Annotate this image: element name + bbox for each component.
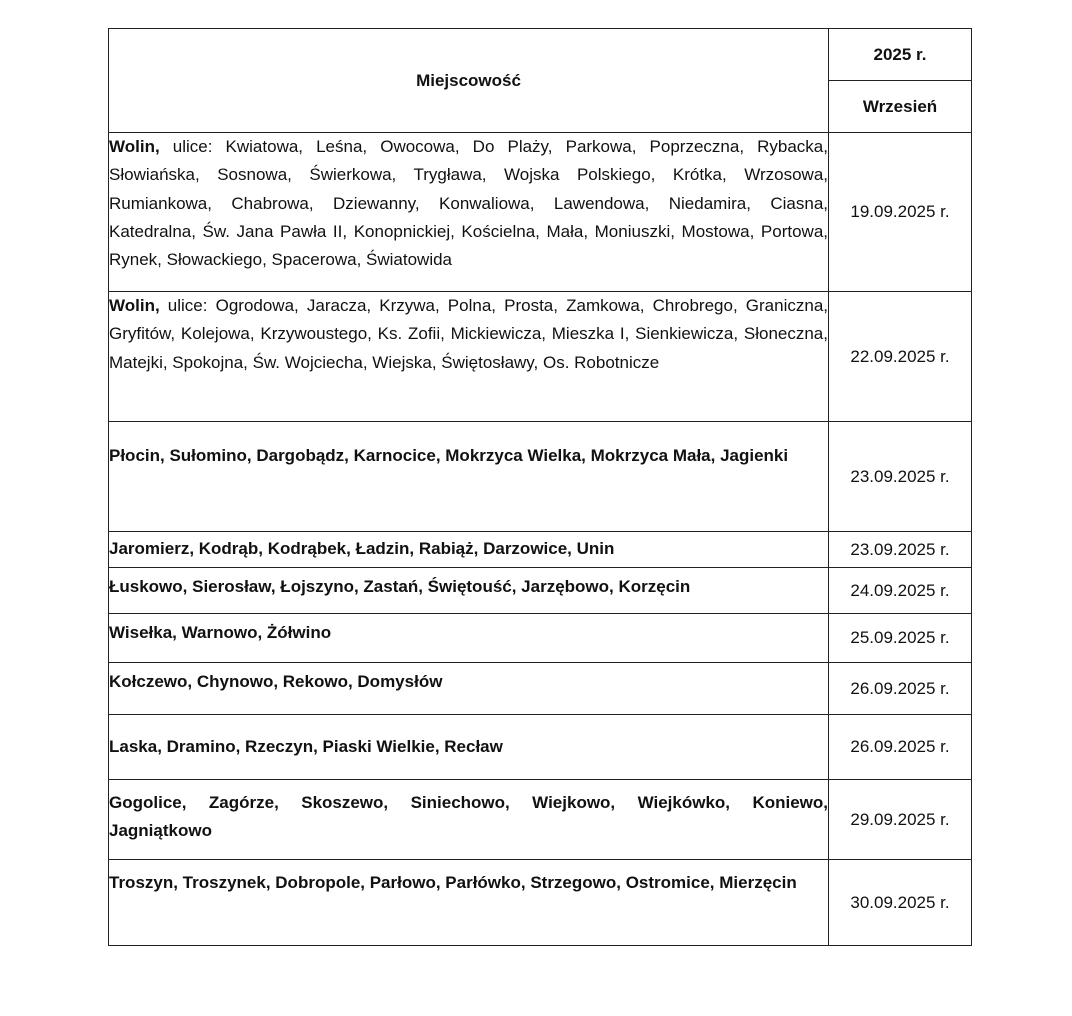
place-column-header: Miejscowość xyxy=(109,29,829,133)
village-list: Wisełka, Warnowo, Żółwino xyxy=(109,623,332,642)
street-list: ulice: Ogrodowa, Jaracza, Krzywa, Polna, Prosta, Zamkowa, Chrobrego, Graniczna, Gryfitów, Kolejowa, Krzywoustego, Ks. Zofii, Mickiewicza, Mieszka I, Sienkiewicza, Słoneczna, Matejki, Spokojna, Św. Wojciecha, Wiejska, Świętosławy, Os. Robotnicze xyxy=(109,296,828,372)
village-list: Kołczewo, Chynowo, Rekowo, Domysłów xyxy=(109,672,443,691)
collection-date: 19.09.2025 r. xyxy=(829,133,972,292)
village-list: Troszyn, Troszynek, Dobropole, Parłowo, Parłówko, Strzegowo, Ostromice, Mierzęcin xyxy=(109,873,797,892)
table-row xyxy=(109,614,972,663)
table-row xyxy=(109,133,972,292)
header-row xyxy=(109,29,972,81)
location-cell xyxy=(109,715,829,780)
table-row xyxy=(109,292,972,422)
table-row xyxy=(109,780,972,860)
month-column-header: Wrzesień xyxy=(829,81,972,133)
village-list: Płocin, Sułomino, Dargobądz, Karnocice, Mokrzyca Wielka, Mokrzyca Mała, Jagienki xyxy=(109,446,789,465)
village-list: Gogolice, Zagórze, Skoszewo, Siniechowo, Wiejkowo, Wiejkówko, Koniewo, Jagniątkowo xyxy=(109,793,828,841)
collection-date: 23.09.2025 r. xyxy=(829,422,972,532)
location-cell xyxy=(109,860,829,946)
location-cell xyxy=(109,133,829,292)
location-cell xyxy=(109,532,829,568)
year-column-header: 2025 r. xyxy=(829,29,972,81)
collection-schedule-table xyxy=(108,28,972,946)
collection-date: 29.09.2025 r. xyxy=(829,780,972,860)
village-list: Jaromierz, Kodrąb, Kodrąbek, Ładzin, Rabiąż, Darzowice, Unin xyxy=(109,539,615,559)
collection-date: 26.09.2025 r. xyxy=(829,715,972,780)
collection-date: 25.09.2025 r. xyxy=(829,614,972,663)
collection-date: 26.09.2025 r. xyxy=(829,663,972,715)
location-cell xyxy=(109,614,829,663)
collection-date: 24.09.2025 r. xyxy=(829,568,972,614)
table-row xyxy=(109,715,972,780)
table-row xyxy=(109,860,972,946)
location-cell xyxy=(109,663,829,715)
town-name: Wolin, xyxy=(109,137,160,156)
collection-date: 22.09.2025 r. xyxy=(829,292,972,422)
table-row xyxy=(109,422,972,532)
village-list: Laska, Dramino, Rzeczyn, Piaski Wielkie, Recław xyxy=(109,736,503,756)
table-row xyxy=(109,568,972,614)
town-name: Wolin, xyxy=(109,296,160,315)
table-row xyxy=(109,532,972,568)
collection-date: 23.09.2025 r. xyxy=(829,532,972,568)
location-cell xyxy=(109,568,829,614)
location-cell xyxy=(109,292,829,422)
table-row xyxy=(109,663,972,715)
location-cell xyxy=(109,422,829,532)
village-list: Łuskowo, Sierosław, Łojszyno, Zastań, Świętouść, Jarzębowo, Korzęcin xyxy=(109,577,691,596)
collection-date: 30.09.2025 r. xyxy=(829,860,972,946)
street-list: ulice: Kwiatowa, Leśna, Owocowa, Do Plaży, Parkowa, Poprzeczna, Rybacka, Słowiańska, Sosnowa, Świerkowa, Trygława, Wojska Polskiego, Krótka, Wrzosowa, Rumiankowa, Chabrowa, Dziewanny, Konwaliowa, Lawendowa, Niedamira, Ciasna, Katedralna, Św. Jana Pawła II, Konopnickiej, Kościelna, Mała, Moniuszki, Mostowa, Portowa, Rynek, Słowackiego, Spacerowa, Światowida xyxy=(109,137,828,270)
location-cell xyxy=(109,780,829,860)
